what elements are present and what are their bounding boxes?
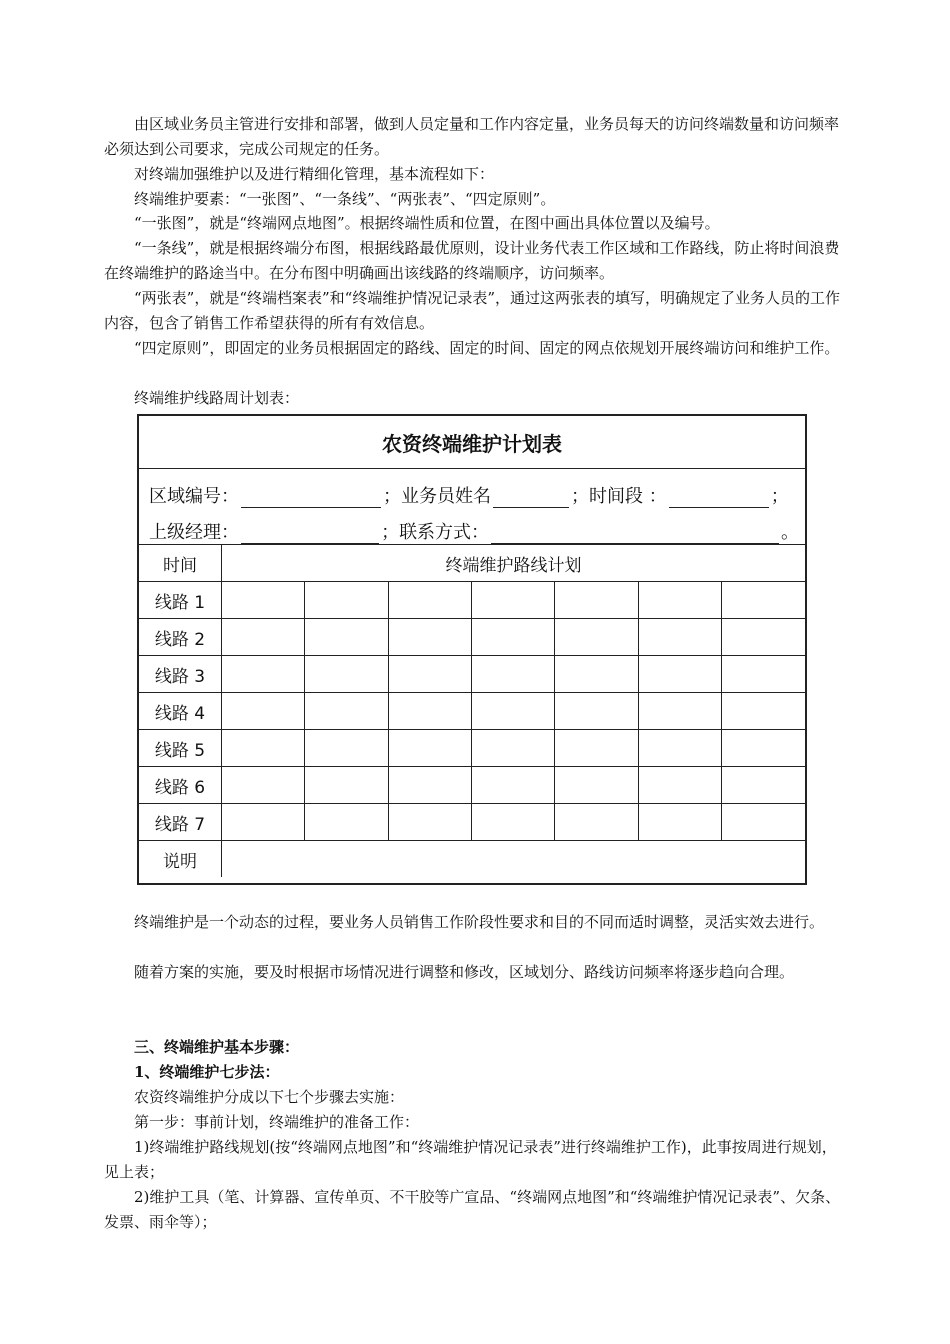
table-cell — [222, 582, 305, 619]
table-row — [139, 582, 805, 619]
route-label: 线路 7 — [139, 804, 222, 841]
contact-blank — [491, 525, 779, 544]
table-cell — [638, 582, 721, 619]
plan-table-info — [149, 472, 799, 544]
table-cell — [388, 767, 471, 804]
note-cell — [222, 841, 806, 878]
paragraph: 第一步：事前计划，终端维护的准备工作： — [134, 1113, 420, 1131]
table-cell — [472, 730, 555, 767]
paragraph: 终端维护是一个动态的过程，要业务人员销售工作阶段性要求和目的不同而适时调整，灵活实效去进行。 — [134, 913, 825, 931]
paragraph: 2)维护工具（笔、计算器、宣传单页、不干胶等广宣品、“终端网点地图”和“终端维护情况记录表”、欠条、发票、雨伞等）； — [104, 1188, 841, 1231]
table-cell — [222, 804, 305, 841]
table-cell — [222, 693, 305, 730]
info-line-2 — [149, 508, 799, 544]
info-line-1 — [149, 472, 799, 508]
table-cell — [555, 767, 638, 804]
paragraph: “四定原则”，即固定的业务员根据固定的路线、固定的时间、固定的网点依规划开展终端访问和维护工作。 — [134, 339, 840, 357]
table-cell — [638, 619, 721, 656]
table-cell — [722, 656, 805, 693]
table-cell — [472, 693, 555, 730]
table-cell — [722, 582, 805, 619]
period-label: 时间段 ： — [589, 486, 667, 507]
table-cell — [555, 619, 638, 656]
table-cell — [555, 804, 638, 841]
route-label: 线路 6 — [139, 767, 222, 804]
table-row — [139, 619, 805, 656]
route-label: 线路 3 — [139, 656, 222, 693]
period-blank — [669, 489, 769, 508]
paragraph: 对终端加强维护以及进行精细化管理，基本流程如下： — [134, 165, 495, 183]
table-cell — [222, 656, 305, 693]
table-cell — [388, 656, 471, 693]
table-cell — [305, 619, 388, 656]
table-cell — [638, 656, 721, 693]
table-cell — [222, 767, 305, 804]
table-cell — [388, 693, 471, 730]
table-cell — [722, 767, 805, 804]
end-mark: 。 — [781, 522, 799, 543]
table-cell — [555, 730, 638, 767]
table-cell — [472, 767, 555, 804]
route-label: 线路 4 — [139, 693, 222, 730]
table-cell — [222, 730, 305, 767]
paragraph: 随着方案的实施，要及时根据市场情况进行调整和修改，区域划分、路线访问频率将逐步趋向合理。 — [134, 963, 795, 981]
paragraph: 农资终端维护分成以下七个步骤去实施： — [134, 1088, 405, 1106]
note-label: 说明 — [139, 841, 222, 878]
table-cell — [722, 693, 805, 730]
table-cell — [638, 804, 721, 841]
area-blank — [241, 489, 381, 508]
salesman-label: 业务员姓名 — [401, 486, 491, 507]
manager-blank — [241, 525, 379, 544]
table-cell — [305, 730, 388, 767]
route-grid — [139, 544, 805, 877]
header-time: 时间 — [139, 545, 222, 582]
grid-header-row — [139, 545, 805, 582]
paragraph: 1)终端维护路线规划(按“终端网点地图”和“终端维护情况记录表”进行终端维护工作)，此事按周进行规划，见上表； — [104, 1138, 837, 1181]
table-cell — [388, 582, 471, 619]
note-row — [139, 841, 805, 878]
table-cell — [472, 804, 555, 841]
table-row — [139, 730, 805, 767]
table-row — [139, 767, 805, 804]
table-cell — [222, 619, 305, 656]
table-cell — [555, 582, 638, 619]
table-cell — [722, 804, 805, 841]
paragraph: 由区域业务员主管进行安排和部署，做到人员定量和工作内容定量，业务员每天的访问终端数量和访问频率必须达到公司要求，完成公司规定的任务。 — [104, 115, 840, 158]
contact-label: 联系方式： — [399, 522, 490, 543]
table-row — [139, 656, 805, 693]
paragraph: 终端维护要素：“一张图”、“一条线”、“两张表”、“四定原则”。 — [134, 190, 556, 208]
separator: ； — [383, 486, 401, 507]
table-row — [139, 693, 805, 730]
table-cell — [722, 730, 805, 767]
table-cell — [638, 767, 721, 804]
route-label: 线路 2 — [139, 619, 222, 656]
table-cell — [305, 767, 388, 804]
table-cell — [472, 656, 555, 693]
table-row — [139, 804, 805, 841]
paragraph: “两张表”，就是“终端档案表”和“终端维护情况记录表”，通过这两张表的填写，明确规定了业务人员的工作内容，包含了销售工作希望获得的所有有效信息。 — [104, 289, 841, 332]
manager-label: 上级经理： — [149, 522, 239, 543]
section-heading: 三、终端维护基本步骤： — [134, 1038, 300, 1056]
sub-heading: 1、终端维护七步法： — [134, 1063, 280, 1081]
table-cell — [722, 619, 805, 656]
separator: ； — [770, 486, 789, 507]
table-cell — [305, 693, 388, 730]
table-cell — [472, 582, 555, 619]
paragraph: 终端维护线路周计划表： — [134, 389, 300, 407]
separator: ； — [571, 486, 589, 507]
table-cell — [555, 656, 638, 693]
table-cell — [388, 804, 471, 841]
table-cell — [305, 582, 388, 619]
table-cell — [305, 804, 388, 841]
table-cell — [305, 656, 388, 693]
plan-table-figure — [137, 414, 807, 885]
table-cell — [472, 619, 555, 656]
table-cell — [388, 730, 471, 767]
plan-table-title: 农资终端维护计划表 — [139, 416, 805, 469]
paragraph: “一条线”，就是根据终端分布图，根据线路最优原则，设计业务代表工作区域和工作路线，防止将时间浪费在终端维护的路途当中。在分布图中明确画出该线路的终端顺序，访问频率。 — [104, 239, 840, 282]
paragraph: “一张图”，就是“终端网点地图”。根据终端性质和位置，在图中画出具体位置以及编号。 — [134, 214, 720, 232]
table-cell — [638, 730, 721, 767]
header-plan: 终端维护路线计划 — [222, 545, 806, 582]
route-label: 线路 5 — [139, 730, 222, 767]
separator: ； — [381, 522, 400, 543]
area-label: 区域编号： — [149, 486, 239, 507]
table-cell — [555, 693, 638, 730]
route-label: 线路 1 — [139, 582, 222, 619]
salesman-blank — [493, 489, 569, 508]
table-cell — [388, 619, 471, 656]
table-cell — [638, 693, 721, 730]
